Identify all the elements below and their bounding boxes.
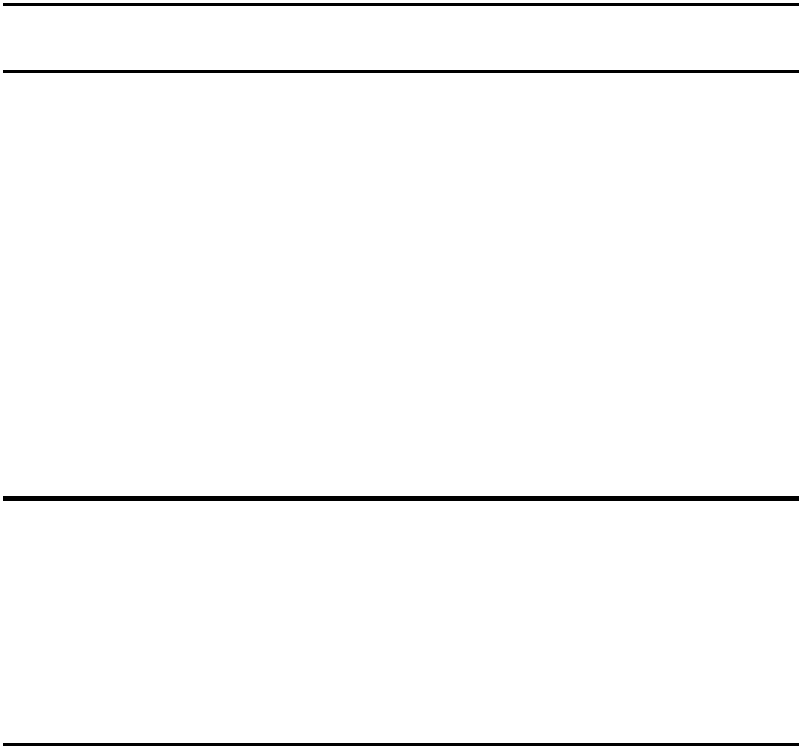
group-separator-rule	[3, 496, 799, 501]
header-department	[305, 6, 450, 70]
bottom-rule	[3, 743, 799, 746]
header-length	[586, 6, 705, 70]
header-country	[184, 6, 305, 70]
header-taxon	[3, 6, 184, 70]
header-row	[3, 6, 799, 70]
header-latitude	[705, 6, 799, 70]
header-locality	[450, 6, 586, 70]
locality-table	[3, 6, 799, 78]
